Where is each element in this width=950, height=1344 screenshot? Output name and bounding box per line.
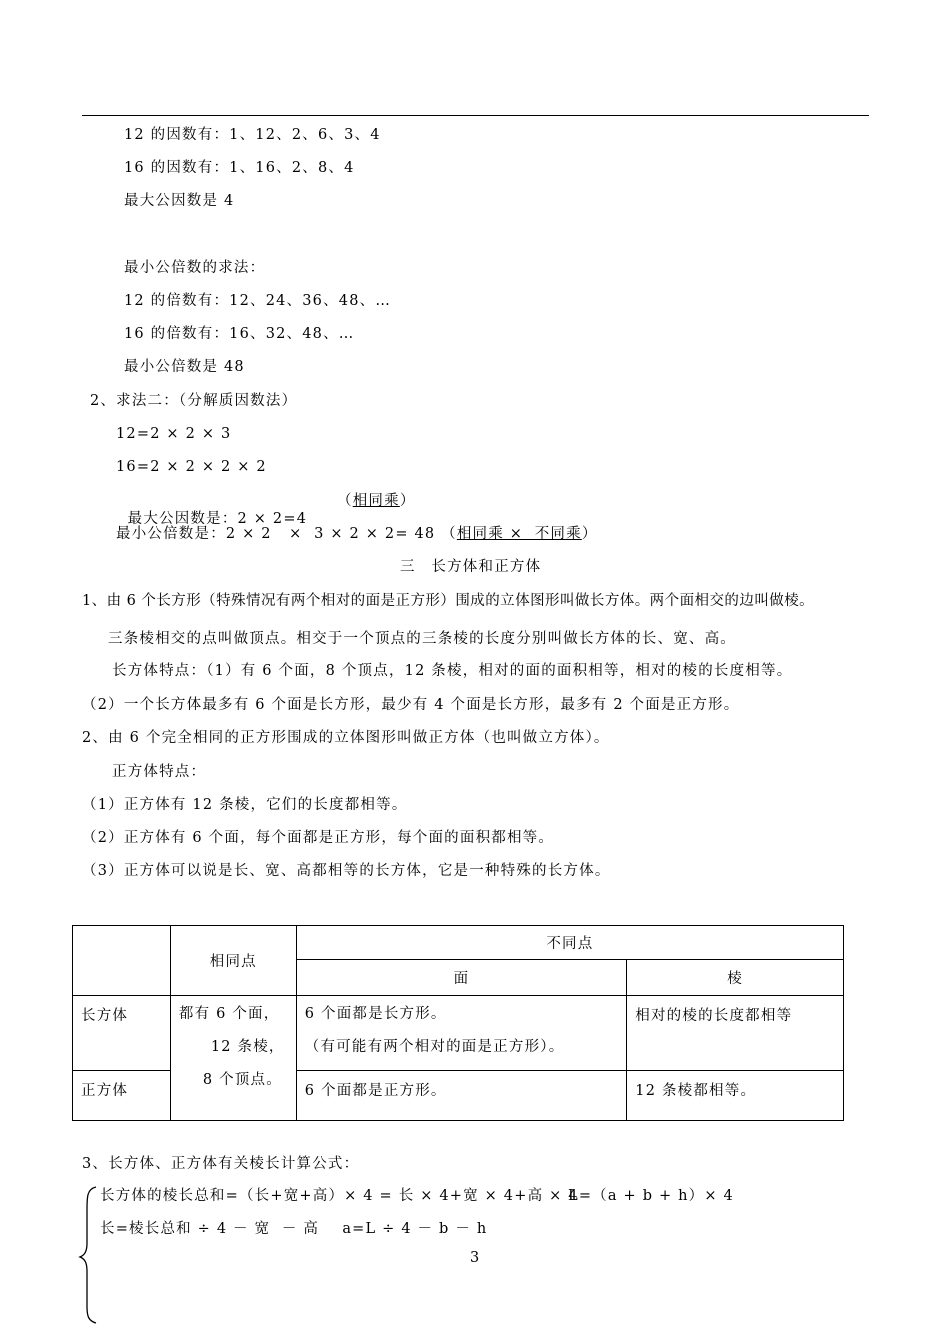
text-line: [116, 525, 598, 543]
face-text: 6 个面都是长方形。: [304, 1006, 447, 1022]
section-title: 三 长方体和正方体: [400, 559, 542, 575]
text-line: 16 的倍数有：16、32、48、…: [124, 326, 355, 342]
face-text: 6 个面都是正方形。: [304, 1083, 447, 1099]
text-line: 16 的因数有：1、16、2、8、4: [124, 160, 355, 176]
paragraph: （3）正方体可以说是长、宽、高都相等的长方体，它是一种特殊的长方体。: [82, 863, 611, 879]
text-line: 最小公倍数是 48: [124, 359, 245, 375]
comparison-table: [72, 925, 844, 1121]
paragraph: 正方体特点：: [112, 764, 207, 780]
row-name-text: 正方体: [81, 1083, 129, 1099]
row-name-cuboid: [73, 996, 171, 1071]
formula-title: 3、长方体、正方体有关棱长计算公式：: [82, 1156, 360, 1172]
edge-text: 相对的棱的长度都相等: [635, 1008, 793, 1024]
text-line: 16=2 × 2 × 2 × 2: [116, 459, 267, 475]
paragraph: （2）一个长方体最多有 6 个面是长方形，最少有 4 个面是长方形，最多有 2 个面是正方形。: [82, 697, 740, 713]
left-brace-icon: [76, 1185, 100, 1325]
same-multiply-note: 相同乘: [352, 493, 400, 509]
row-name-text: 长方体: [81, 1008, 129, 1024]
same-line: 12 条棱，: [210, 1039, 285, 1055]
row-name-cube: [73, 1071, 171, 1121]
same-line: 都有 6 个面，: [178, 1006, 280, 1022]
text-line: 最大公因数是 4: [124, 193, 235, 209]
text-line: 2、求法二：（分解质因数法）: [90, 393, 298, 409]
paragraph: 1、由 6 个长方形（特殊情况有两个相对的面是正方形）围成的立体图形叫做长方体。两个面相交的边叫做棱。: [82, 593, 815, 609]
page-number: 3: [470, 1250, 481, 1266]
paren: ）: [399, 493, 416, 509]
header-rule: [82, 115, 869, 116]
edge-header: 棱: [627, 960, 844, 996]
paren: ）: [581, 526, 598, 542]
paragraph: （1）正方体有 12 条棱，它们的长度都相等。: [82, 797, 408, 813]
lcm-label: 最小公倍数是：2 × 2 × 3 × 2 × 2= 48 （: [116, 526, 457, 542]
text-line: 最小公倍数的求法：: [124, 260, 266, 276]
edge-cell: [627, 996, 844, 1071]
face-header: 面: [296, 960, 627, 996]
same-line: 8 个顶点。: [202, 1072, 282, 1088]
text-line: 12 的因数有：1、12、2、6、3、4: [124, 127, 381, 143]
table-corner-cell: [73, 926, 171, 996]
formula-line: L=（a + b + h）× 4: [568, 1188, 734, 1204]
edge-text: 12 条棱都相等。: [635, 1083, 757, 1099]
text-line: 12 的倍数有：12、24、36、48、…: [124, 293, 392, 309]
face-cell: [296, 1071, 627, 1121]
text-line: [337, 492, 416, 510]
paragraph: （2）正方体有 6 个面，每个面都是正方形，每个面的面积都相等。: [82, 830, 555, 846]
paragraph: 2、由 6 个完全相同的正方形围成的立体图形叫做正方体（也叫做立方体）。: [82, 730, 610, 746]
formula-line: 长方体的棱长总和=（长+宽+高）× 4 = 长 × 4+宽 × 4+高 × 4: [100, 1188, 579, 1204]
formula-line: 长=棱长总和 ÷ 4 － 宽 － 高 a=L ÷ 4 － b － h: [100, 1221, 488, 1237]
paragraph: 长方体特点：（1）有 6 个面，8 个顶点，12 条棱，相对的面的面积相等，相对的棱的长度相等。: [112, 663, 793, 679]
text-line: 12=2 × 2 × 3: [116, 426, 232, 442]
same-points-cell: [170, 996, 296, 1121]
text-line: [116, 492, 307, 528]
paragraph: 三条棱相交的点叫做顶点。相交于一个顶点的三条棱的长度分别叫做长方体的长、宽、高。: [108, 631, 736, 647]
multiply-note: 相同乘 × 不同乘: [456, 526, 582, 542]
paren: （: [337, 493, 353, 509]
gcd-label: 最大公因数是：2 × 2=4: [127, 511, 308, 527]
face-text: （有可能有两个相对的面是正方形）。: [304, 1039, 565, 1055]
edge-cell: [627, 1071, 844, 1121]
same-header: 相同点: [170, 926, 296, 996]
diff-header: 不同点: [296, 926, 843, 960]
face-cell: [296, 996, 627, 1071]
